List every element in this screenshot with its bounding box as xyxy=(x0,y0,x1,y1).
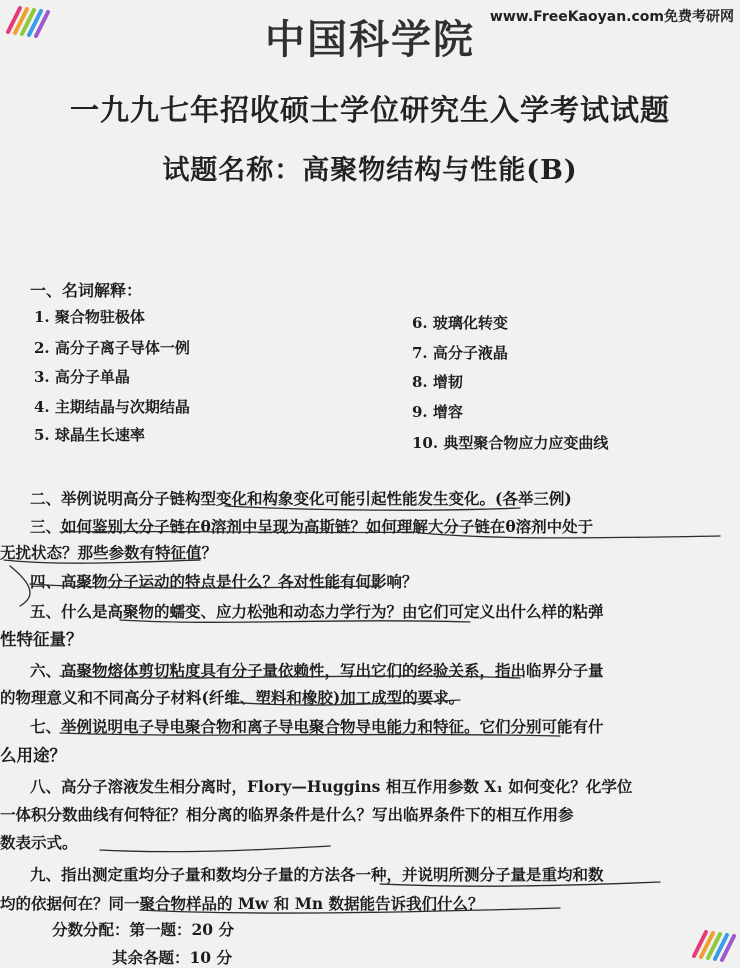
term-item: 9. 增容 xyxy=(412,403,463,421)
subject-title: 试题名称：高聚物结构与性能(B) xyxy=(162,155,578,186)
question-3: 三、如何鉴别大分子链在θ溶剂中呈现为高斯链？如何理解大分子链在θ溶剂中处于 xyxy=(30,517,594,536)
question-9: 九、指出测定重均分子量和数均分子量的方法各一种，并说明所测分子量是重均和数 xyxy=(30,865,604,884)
question-5: 五、什么是高聚物的蠕变、应力松弛和动态力学行为？由它们可定义出什么样的粘弹 xyxy=(30,602,604,621)
term-item: 7. 高分子液晶 xyxy=(412,344,508,362)
question-6: 六、高聚物熔体剪切粘度具有分子量依赖性，写出它们的经验关系，指出临界分子量 xyxy=(30,661,604,680)
term-item: 8. 增韧 xyxy=(412,373,463,391)
term-item: 6. 玻璃化转变 xyxy=(412,314,508,332)
question-7-cont: 么用途？ xyxy=(0,746,66,765)
exam-title: 一九九七年招收硕士学位研究生入学考试试题 xyxy=(69,93,670,127)
term-item: 2. 高分子离子导体一例 xyxy=(34,339,190,357)
section-heading: 一、名词解释： xyxy=(30,281,143,300)
term-item: 4. 主期结晶与次期结晶 xyxy=(34,398,190,416)
score-allocation: 分数分配：第一题：20 分 xyxy=(52,920,234,939)
score-allocation-rest: 其余各题：10 分 xyxy=(112,948,232,967)
stripes-logo-icon xyxy=(690,926,736,962)
site-watermark[interactable]: www.FreeKaoyan.com免费考研网 xyxy=(489,9,734,25)
question-8-cont: 数表示式。 xyxy=(0,833,78,852)
question-4: 四、高聚物分子运动的特点是什么？各对性能有何影响？ xyxy=(30,572,418,591)
question-3-cont: 无扰状态？那些参数有特征值？ xyxy=(0,543,218,562)
institution-title: 中国科学院 xyxy=(265,16,475,63)
question-6-cont: 的物理意义和不同高分子材料(纤维、塑料和橡胶)加工成型的要求。 xyxy=(0,688,465,707)
question-8-cont: 一体积分数曲线有何特征？相分离的临界条件是什么？写出临界条件下的相互作用参 xyxy=(0,805,574,824)
term-item: 5. 球晶生长速率 xyxy=(34,426,145,444)
question-7: 七、举例说明电子导电聚合物和离子导电聚合物导电能力和特征。它们分别可能有什 xyxy=(30,717,604,736)
question-2: 二、举例说明高分子链构型变化和构象变化可能引起性能发生变化。(各举三例) xyxy=(30,489,572,508)
term-item: 1. 聚合物驻极体 xyxy=(34,308,145,326)
question-9-cont: 均的依据何在？同一聚合物样品的 Mw 和 Mn 数据能告诉我们什么？ xyxy=(0,894,484,913)
term-item: 3. 高分子单晶 xyxy=(34,368,130,386)
question-8: 八、高分子溶液发生相分离时，Flory—Huggins 相互作用参数 X₁ 如何变化？化学位 xyxy=(30,777,633,796)
term-item: 10. 典型聚合物应力应变曲线 xyxy=(412,434,609,452)
question-5-cont: 性特征量？ xyxy=(0,630,83,649)
